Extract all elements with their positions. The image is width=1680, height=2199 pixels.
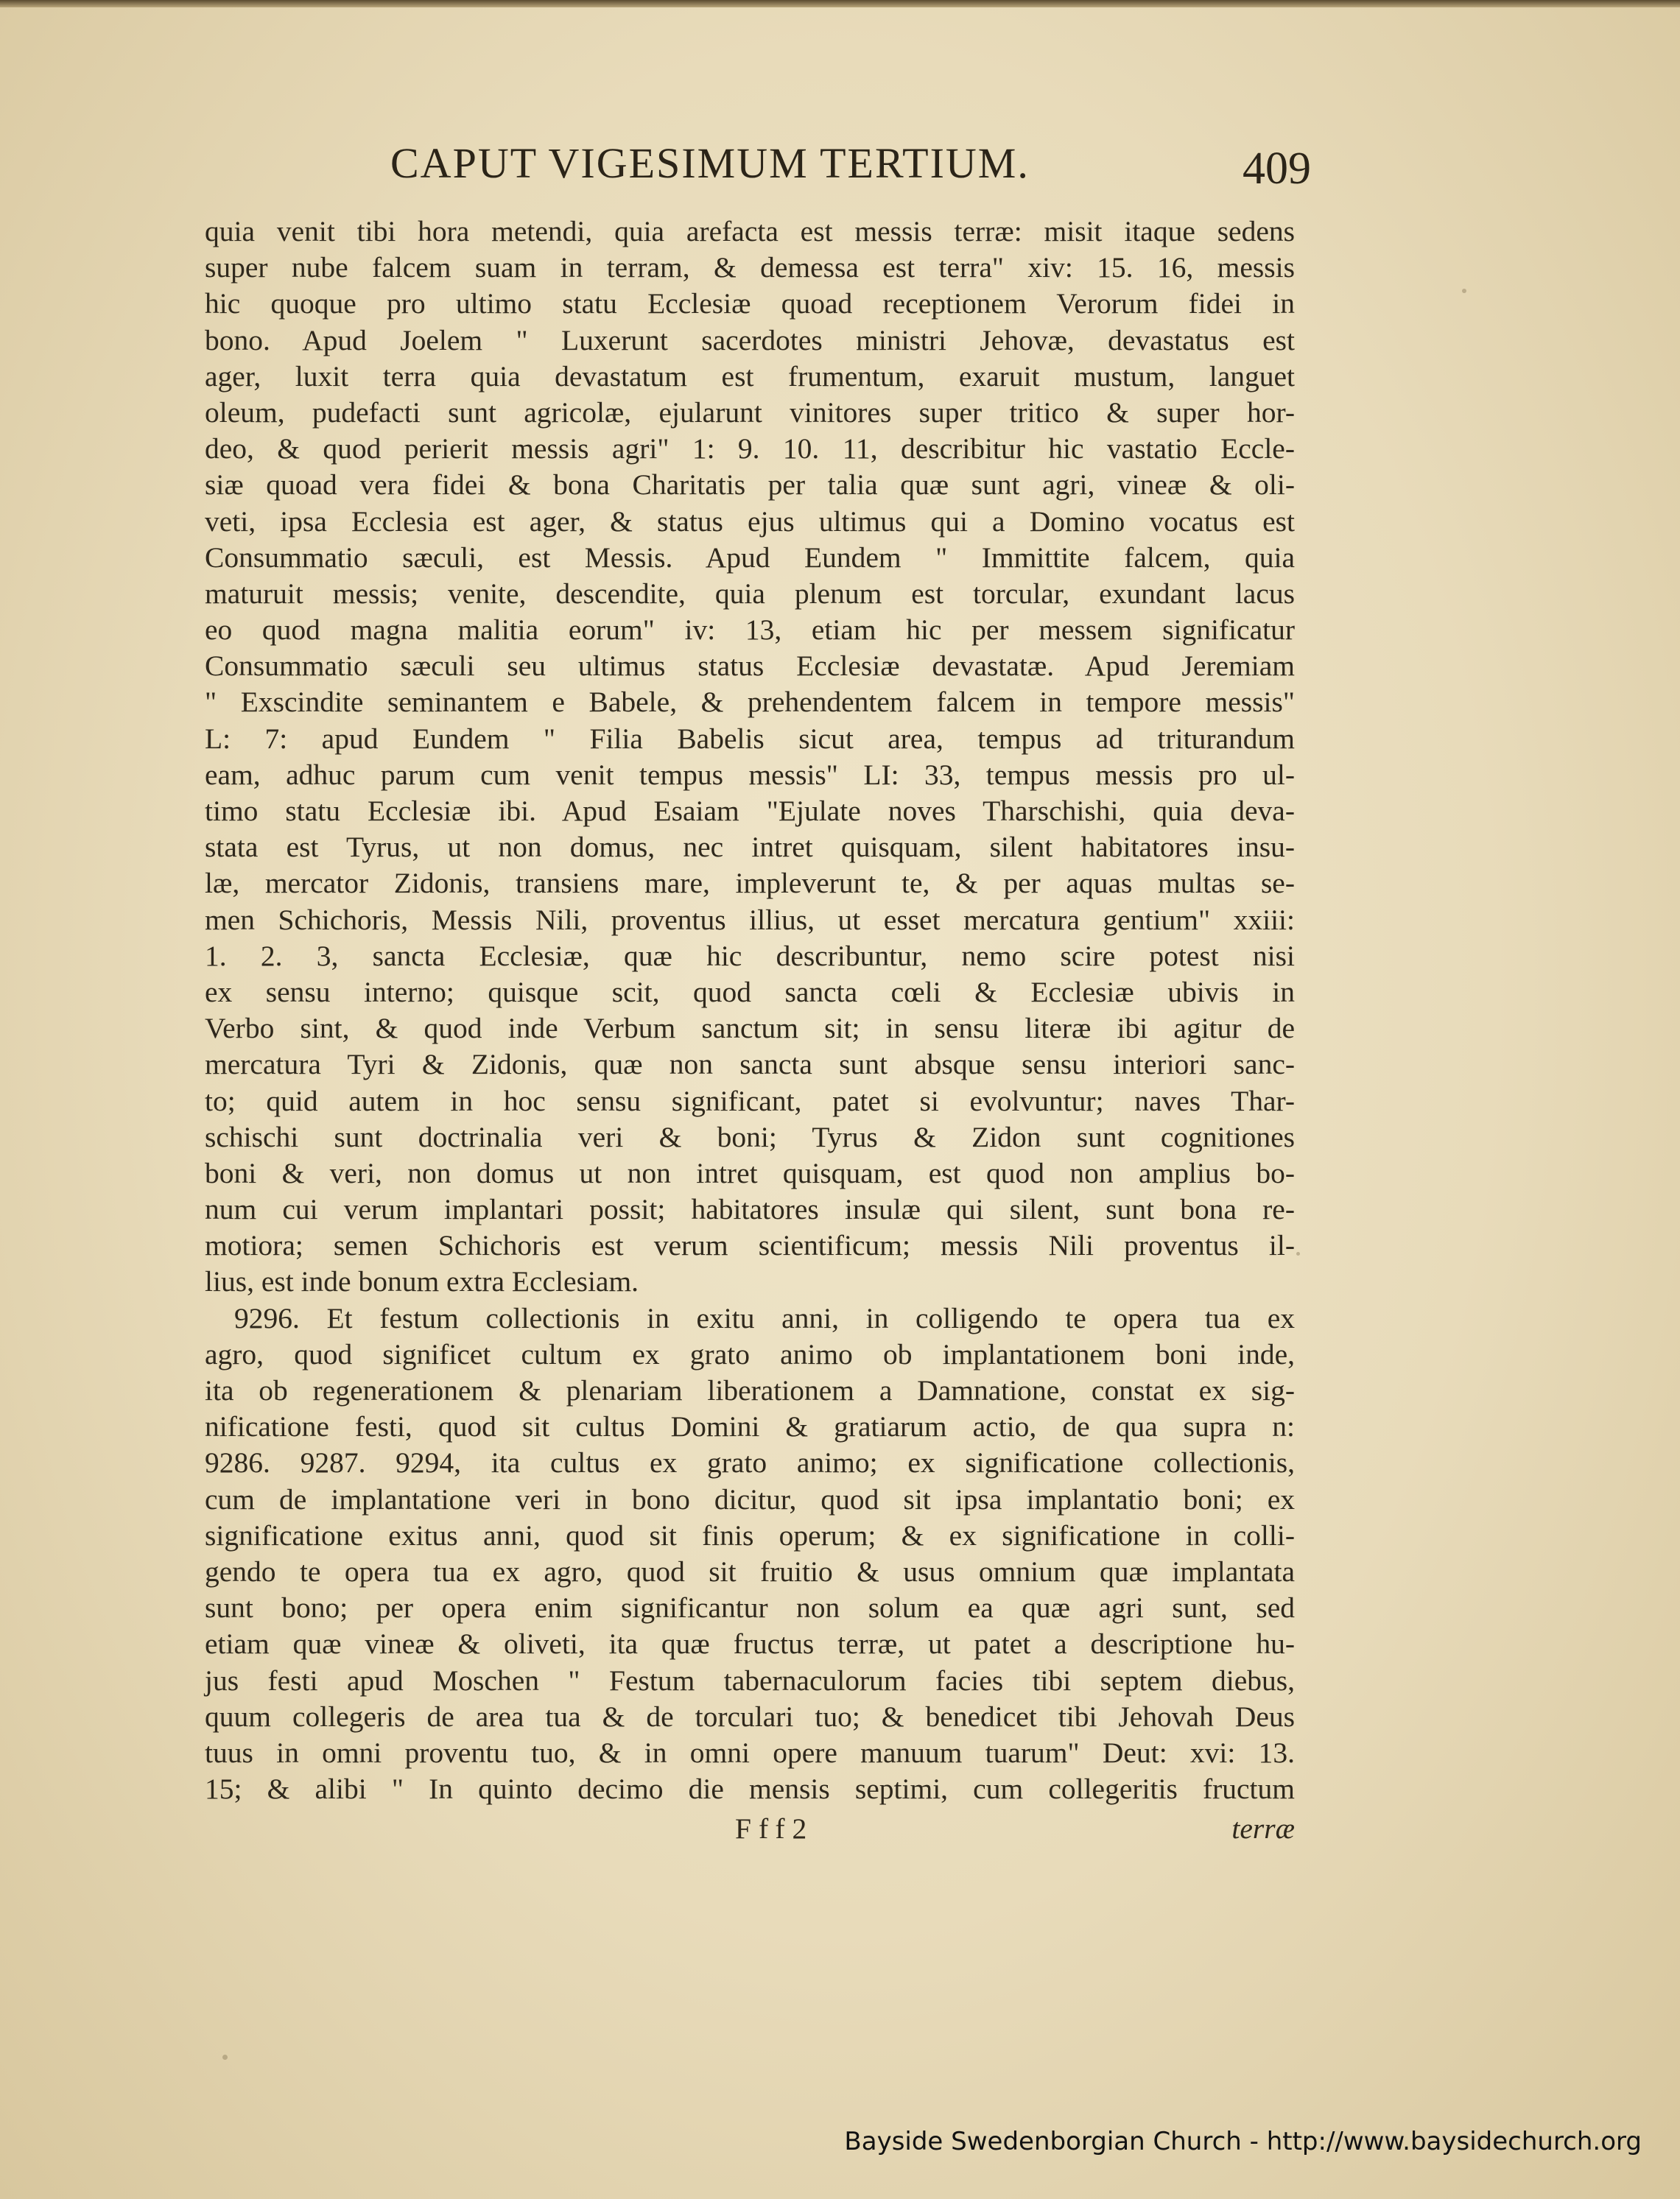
- text-line: cum de implantatione veri in bono dicitur, quod sit ipsa implantatio boni; ex: [205, 1482, 1295, 1516]
- page-number: 409: [1243, 144, 1311, 194]
- text-line: deo, & quod perierit messis agri" 1: 9. 10. 11, describitur hic vastatio Eccle-: [205, 432, 1295, 465]
- paper-speck: [1462, 289, 1466, 293]
- text-line: to; quid autem in hoc sensu significant, patet si evolvuntur; naves Thar-: [205, 1084, 1295, 1117]
- text-line: læ, mercator Zidonis, transiens mare, impleverunt te, & per aquas multas se-: [205, 867, 1295, 900]
- text-line: Verbo sint, & quod inde Verbum sanctum sit; in sensu literæ ibi agitur de: [205, 1012, 1295, 1045]
- text-line: Consummatio sæculi seu ultimus status Ecclesiæ devastatæ. Apud Jeremiam: [205, 650, 1295, 683]
- text-line: siæ quoad vera fidei & bona Charitatis per talia quæ sunt agri, vineæ & oli-: [205, 468, 1295, 502]
- text-line: tuus in omni proventu tuo, & in omni opere manuum tuarum" Deut: xvi: 13.: [205, 1736, 1295, 1769]
- text-line: men Schichoris, Messis Nili, proventus illius, ut esset mercatura gentium" xxiii:: [205, 903, 1295, 936]
- text-line: num cui verum implantari possit; habitatores insulæ qui silent, sunt bona re-: [205, 1193, 1295, 1226]
- text-line: super nube falcem suam in terram, & demessa est terra" xiv: 15. 16, messis: [205, 251, 1295, 284]
- catchword: terræ: [1231, 1812, 1295, 1845]
- text-line: motiora; semen Schichoris est verum scientificum; messis Nili proventus il-: [205, 1229, 1295, 1262]
- text-line: Consummatio sæculi, est Messis. Apud Eundem " Immittite falcem, quia: [205, 541, 1295, 574]
- text-line: etiam quæ vineæ & oliveti, ita quæ fructus terræ, ut patet a descriptione hu-: [205, 1628, 1295, 1661]
- text-line: bono. Apud Joelem " Luxerunt sacerdotes ministri Jehovæ, devastatus est: [205, 323, 1295, 356]
- text-line: schischi sunt doctrinalia veri & boni; Tyrus & Zidon sunt cognitiones: [205, 1120, 1295, 1153]
- text-line: " Exscindite seminantem e Babele, & prehendentem falcem in tempore messis": [205, 686, 1295, 719]
- page-header: [390, 138, 1311, 205]
- text-line: 1. 2. 3, sancta Ecclesiæ, quæ hic describuntur, nemo scire potest nisi: [205, 939, 1295, 972]
- text-line: timo statu Ecclesiæ ibi. Apud Esaiam "Ejulate noves Tharschishi, quia deva-: [205, 795, 1295, 827]
- text-line: mercatura Tyri & Zidonis, quæ non sancta sunt absque sensu interiori sanc-: [205, 1048, 1295, 1081]
- paper-speck: [222, 2055, 228, 2060]
- paper-speck: [1296, 1252, 1300, 1256]
- signature-mark: Fff2: [735, 1812, 815, 1845]
- text-line: stata est Tyrus, ut non domus, nec intret quisquam, silent habitatores insu-: [205, 831, 1295, 864]
- text-line: quum collegeris de area tua & de torculari tuo; & benedicet tibi Jehovah Deus: [205, 1700, 1295, 1733]
- text-line: ita ob regenerationem & plenariam liberationem a Damnatione, constat ex sig-: [205, 1374, 1295, 1407]
- text-line: eam, adhuc parum cum venit tempus messis" LI: 33, tempus messis pro ul-: [205, 758, 1295, 791]
- text-line: agro, quod significet cultum ex grato animo ob implantationem boni inde,: [205, 1337, 1295, 1371]
- text-line: hic quoque pro ultimo statu Ecclesiæ quoad receptionem Verorum fidei in: [205, 287, 1295, 320]
- text-line: quia venit tibi hora metendi, quia arefacta est messis terræ: misit itaque sedens: [205, 215, 1295, 247]
- text-line: ex sensu interno; quisque scit, quod sancta cœli & Ecclesiæ ubivis in: [205, 975, 1295, 1008]
- text-line: jus festi apud Moschen " Festum tabernaculorum facies tibi septem diebus,: [205, 1664, 1295, 1697]
- text-line: sunt bono; per opera enim significantur non solum ea quæ agri sunt, sed: [205, 1591, 1295, 1625]
- text-line: 9286. 9287. 9294, ita cultus ex grato animo; ex significatione collectionis,: [205, 1446, 1295, 1480]
- text-line: L: 7: apud Eundem " Filia Babelis sicut area, tempus ad triturandum: [205, 722, 1295, 755]
- watermark-credit: Bayside Swedenborgian Church - http://www.baysidechurch.org: [844, 2127, 1642, 2156]
- running-head: CAPUT VIGESIMUM TERTIUM.: [390, 139, 1030, 187]
- text-line: oleum, pudefacti sunt agricolæ, ejularunt vinitores super tritico & super hor-: [205, 395, 1295, 429]
- body-text: [205, 214, 1295, 1807]
- text-line: ager, luxit terra quia devastatum est frumentum, exaruit mustum, languet: [205, 359, 1295, 393]
- text-line: gendo te opera tua ex agro, quod sit fruitio & usus omnium quæ implantata: [205, 1555, 1295, 1588]
- text-line: 15; & alibi " In quinto decimo die mensis septimi, cum collegeritis fructum: [205, 1773, 1295, 1806]
- text-line: boni & veri, non domus ut non intret quisquam, est quod non amplius bo-: [205, 1156, 1295, 1189]
- text-line: lius, est inde bonum extra Ecclesiam.: [205, 1265, 639, 1298]
- text-line: maturuit messis; venite, descendite, quia plenum est torcular, exundant lacus: [205, 577, 1295, 610]
- text-line: 9296. Et festum collectionis in exitu anni, in colligendo te opera tua ex: [234, 1301, 1295, 1334]
- text-line: nificatione festi, quod sit cultus Domini & gratiarum actio, de qua supra n:: [205, 1410, 1295, 1443]
- page-edge-shadow: [0, 0, 1680, 7]
- text-line: significatione exitus anni, quod sit finis operum; & ex significatione in colli-: [205, 1519, 1295, 1552]
- text-line: eo quod magna malitia eorum" iv: 13, etiam hic per messem significatur: [205, 613, 1295, 647]
- page-footer: [205, 1812, 1295, 1856]
- text-line: veti, ipsa Ecclesia est ager, & status ejus ultimus qui a Domino vocatus est: [205, 504, 1295, 538]
